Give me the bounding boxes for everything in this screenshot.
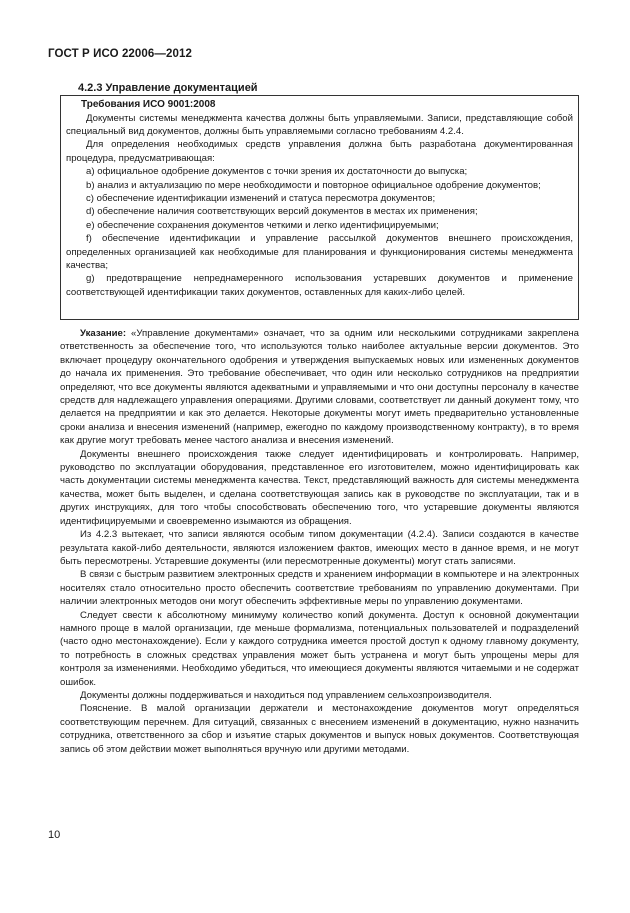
requirement-item-g: g) предотвращение непреднамеренного использования устаревших документов и применение соответствующей идентификации таких документов, оставленных для каких-либо целей. [66,273,573,298]
body-paragraph: Из 4.2.3 вытекает, что записи являются особым типом документации (4.2.4). Записи создаются в качестве результата какой-либо деятельности, являются изложением фактов, имеющих место в данное время, и не могут быть пересмотрены. Устаревшие документы (или пересмотренные документы) могут стать записями. [60,529,579,567]
requirements-box [60,95,579,320]
requirement-item-d: d) обеспечение наличия соответствующих версий документов в местах их применения; [86,206,478,218]
explanation-paragraph: Пояснение. В малой организации держатели и местонахождение документов могут определяться соответствующим перечнем. Для ситуаций, связанных с внесением изменений в документацию, нужно назначить сотрудника, ответственного за сбор и изъятие старых документов и выпуск новых документов. Соответствующая запись об этом действии может выполняться вручную или другими методами. [60,703,579,755]
body-paragraph: Документы внешнего происхождения также следует идентифицировать и контролировать. Например, руководство по эксплуатации оборудования, представленное его изготовителем, можно идентифицировать как часть документации системы менеджмента качества. Текст, представляющий важность для системы менеджмента качества, может быть выделен, и сделана соответствующая запись как в руководстве по эксплуатации, так и в других инструкциях, для того чтобы способствовать обеспечению того, что устаревшие документы являются идентифицируемыми и своевременно изымаются из обращения. [60,448,579,527]
note-paragraph [60,327,579,448]
requirement-item-f: f) обеспечение идентификации и управление рассылкой документов внешнего происхождения, определенных организацией как необходимые для планирования и функционирования системы менеджмента качества; [66,233,573,272]
body-text [60,327,579,756]
section-heading: 4.2.3 Управление документацией [78,82,258,94]
page-number: 10 [48,829,61,841]
requirement-item-a: a) официальное одобрение документов с точки зрения их достаточности до выпуска; [86,166,468,178]
requirement-item-c: c) обеспечение идентификации изменений и статуса пересмотра документов; [86,193,436,205]
document-code-header: ГОСТ Р ИСО 22006—2012 [48,48,193,60]
body-paragraph: Следует свести к абсолютному минимуму количество копий документа. Доступ к основной документации намного проще в малой организации, где меньше формализма, потенциальных пользователей и подразделений (часто одно местонахождение). Если у каждого сотрудника имеется простой доступ к одному главному документу, то потребность в сложных средствах управления может быть устранена и могут быть упрощены меры для контроля за изменениями. Необходимо убедиться, что имеющиеся документы являются читаемыми и не содержат ошибок. [60,609,579,688]
body-paragraph: В связи с быстрым развитием электронных средств и хранением информации в компьютере и на электронных носителях стало относительно просто обеспечить соответствие требованиям по управлению документами. При наличии электронных методов они могут обеспечить эффективные меры по управлению документами. [60,569,579,608]
requirement-item-e: e) обеспечение сохранения документов четкими и легко идентифицируемыми; [86,219,439,231]
requirements-title: Требования ИСО 9001:2008 [81,99,216,110]
note-text: «Управление документами» означает, что за одним или несколькими сотрудниками закреплена ответственность за обеспечение того, что используются только наиболее актуальные версии документов. Это включает процедуру окончательного одобрения и утверждения выпускаемых новых или измененных документов до начала их применения. Это требование обеспечивает, что один или несколько сотрудников на предприятии определяют, что все документы являются адекватными и управляемыми и что они доступны персоналу в качестве средств для надлежащего управления операциями. Другими словами, соответствует ли данный документ тому, что делается на предприятии и как это делается. Некоторые документы могут иметь предварительно установленные сроки анализа и внесения изменений (например, ежегодно по каждому производственному контракту), в то время как другие могут требовать менее частого анализа и внесения изменений. [60,328,579,447]
requirements-paragraph: Для определения необходимых средств управления должна быть разработана документированная процедура, предусматривающая: [66,139,573,164]
note-label: Указание: [80,328,127,339]
requirements-paragraph: Документы системы менеджмента качества должны быть управляемыми. Записи, представляющие собой специальный вид документов, должны быть управляемыми согласно требованиям 4.2.4. [66,112,573,137]
body-paragraph: Документы должны поддерживаться и находиться под управлением сельхозпроизводителя. [80,689,492,701]
requirement-item-b: b) анализ и актуализацию по мере необходимости и повторное официальное одобрение документов; [86,179,541,191]
